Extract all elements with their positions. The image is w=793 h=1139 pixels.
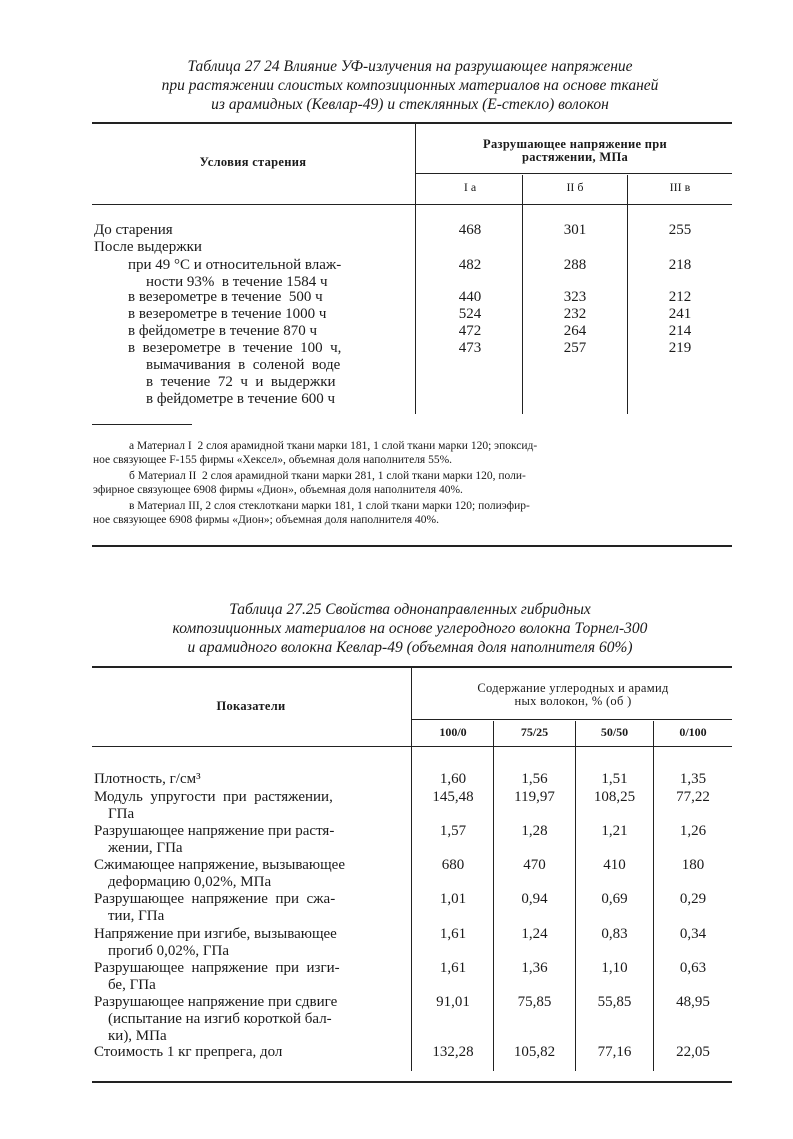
table2-cell: 1,57 <box>439 823 467 839</box>
table2-caption-line: композиционных материалов на основе углеродного волокна Торнел-300 <box>172 620 648 637</box>
table1-row-label: в фейдометре в течение 600 ч <box>146 391 336 407</box>
table2-col-group-line: ных волокон, % (об ) <box>514 694 632 708</box>
table2-cell: 132,28 <box>432 1044 474 1060</box>
table1-row-label: в фейдометре в течение 870 ч <box>128 323 318 339</box>
table2-cell: 77,16 <box>597 1044 632 1060</box>
table1-header-bottom-rule <box>92 204 732 205</box>
table2-row-label: (испытание на изгиб короткой бал- <box>108 1011 332 1027</box>
table2-row-label: ки), МПа <box>108 1028 167 1044</box>
table2-cell: 1,10 <box>601 960 628 976</box>
table1-subcol: III в <box>669 180 691 194</box>
table2-row-label: Разрушающее напряжение при сдвиге <box>94 994 338 1010</box>
table1-cell: 218 <box>668 257 692 273</box>
table2-row-label: Разрушающее напряжение при сжа- <box>94 891 336 907</box>
table1-cell: 468 <box>458 222 482 238</box>
table2-row-label: Плотность, г/см³ <box>94 771 201 787</box>
table1-cell: 212 <box>668 289 692 305</box>
table2-cell: 1,26 <box>679 823 707 839</box>
table2-subcol: 50/50 <box>600 725 629 739</box>
table1-row-label: вымачивания в соленой воде <box>146 357 341 373</box>
table2-row-label: Разрушающее напряжение при растя- <box>94 823 335 839</box>
table1-cell: 214 <box>668 323 692 339</box>
table1-subcol: I а <box>463 180 477 194</box>
table2-cell: 22,05 <box>676 1044 710 1060</box>
table1-footnote-line: ное связующее F-155 фирмы «Хексел», объемная доля наполнителя 55%. <box>93 454 453 466</box>
table2-cell: 0,83 <box>601 926 628 942</box>
table1-col-group-line: Разрушающее напряжение при <box>483 137 667 151</box>
table2-col-group-line: Содержание углеродных и арамид <box>477 681 669 695</box>
table2-row-label: бе, ГПа <box>108 977 156 993</box>
table1-footnote-line: ное связующее 6908 фирмы «Дион»; объемная доля наполнителя 40%. <box>93 514 439 526</box>
table2-cell: 119,97 <box>514 789 555 805</box>
table2-row-label: Разрушающее напряжение при изги- <box>94 960 340 976</box>
table2-subcol: 100/0 <box>439 725 467 739</box>
table2-cell: 1,36 <box>521 960 548 976</box>
table2-cell: 1,24 <box>521 926 548 942</box>
table1-cell: 323 <box>563 289 587 305</box>
table1-row-label: После выдержки <box>94 239 202 255</box>
table2-caption-line: и арамидного волокна Кевлар-49 (объемная доля наполнителя 60%) <box>187 639 633 656</box>
table1-cell: 241 <box>668 306 692 322</box>
table2-cell: 0,94 <box>521 891 548 907</box>
table1-cell: 264 <box>563 323 587 339</box>
table2-cell: 105,82 <box>513 1044 556 1060</box>
table2-cell: 75,85 <box>517 994 552 1010</box>
table1-col-group-line: растяжении, МПа <box>521 150 629 164</box>
table2-cell: 1,21 <box>601 823 628 839</box>
table1-row-label: в везерометре в течение 100 ч, <box>128 340 342 356</box>
table2-header-bottom-rule <box>92 746 732 747</box>
table1-row-label: при 49 °С и относительной влаж- <box>128 257 342 273</box>
table2-bottom-rule <box>92 1081 732 1083</box>
table2-row-label: деформацию 0,02%, МПа <box>108 874 272 890</box>
table2-subheader-rule <box>412 719 732 720</box>
table2-cell: 1,56 <box>521 771 548 787</box>
table2-cell: 470 <box>523 857 546 873</box>
table1-row-label: в везерометре в течение 1000 ч <box>128 306 327 322</box>
table1-caption-line: из арамидных (Кевлар-49) и стеклянных (Е-стекло) волокон <box>211 96 609 113</box>
table2-cell: 1,61 <box>439 960 467 976</box>
table2-cell: 77,22 <box>676 789 710 805</box>
table1-cell: 473 <box>458 340 482 356</box>
table2-cell: 55,85 <box>597 994 632 1010</box>
table2-row-label: тии, ГПа <box>108 908 165 924</box>
table1-top-rule <box>92 122 732 124</box>
table1-col-condition: Условия старения <box>199 155 307 169</box>
table1-cell: 482 <box>458 257 482 273</box>
table1-cell: 232 <box>563 306 587 322</box>
table2-subcol: 75/25 <box>520 725 549 739</box>
table2-row-label: ГПа <box>108 806 135 822</box>
table1-row-label: в течение 72 ч и выдержки <box>146 374 336 390</box>
table2-cell: 180 <box>681 857 705 873</box>
table1-cell: 257 <box>563 340 587 356</box>
table2-row-label: жении, ГПа <box>108 840 183 856</box>
table1-cell: 255 <box>668 222 692 238</box>
table2-row-label: Напряжение при изгибе, вызывающее <box>94 926 337 942</box>
table1-footnote-line: эфирное связующее 6908 фирмы «Дион», объемная доля наполнителя 40%. <box>93 484 463 496</box>
table1-cell: 301 <box>563 222 587 238</box>
table1-footnote-line: а Материал I 2 слоя арамидной ткани марки 181, 1 слой ткани марки 120; эпоксид- <box>129 440 538 452</box>
table1-footnote-line: б Материал II 2 слоя арамидной ткани марки 281, 1 слой ткани марки 120, поли- <box>129 470 526 482</box>
table2-cell: 1,01 <box>439 891 467 907</box>
table1-cell: 472 <box>458 323 482 339</box>
table2-cell: 0,63 <box>679 960 707 976</box>
table1-footnote-line: в Материал III, 2 слоя стеклоткани марки 181, 1 слой ткани марки 120; полиэфир- <box>129 500 530 512</box>
table2-row-label: Модуль упругости при растяжении, <box>94 789 333 805</box>
table1-row-label: в везерометре в течение 500 ч <box>128 289 323 305</box>
table1-caption-line: Таблица 27 24 Влияние УФ-излучения на разрушающее напряжение <box>187 58 633 75</box>
table2-cell: 1,51 <box>601 771 628 787</box>
table2-cell: 1,35 <box>679 771 707 787</box>
table1-bottom-rule <box>92 545 732 547</box>
table2-cell: 108,25 <box>593 789 636 805</box>
table1-footnote-rule <box>92 424 192 425</box>
table2-cell: 410 <box>603 857 626 873</box>
table2-cell: 145,48 <box>432 789 474 805</box>
table2-cell: 48,95 <box>676 994 710 1010</box>
table1-cell: 219 <box>668 340 692 356</box>
table1-row-label: До старения <box>94 222 173 238</box>
table2-subcol: 0/100 <box>679 725 707 739</box>
table1-subcol: II б <box>566 180 584 194</box>
table2-cell: 680 <box>441 857 465 873</box>
table2-top-rule <box>92 666 732 668</box>
table2-row-label: Сжимающее напряжение, вызывающее <box>94 857 345 873</box>
table1-cell: 440 <box>458 289 482 305</box>
table2-cell: 0,34 <box>679 926 707 942</box>
table1-cell: 288 <box>563 257 587 273</box>
table2-cell: 1,28 <box>521 823 548 839</box>
table1-row-label: ности 93% в течение 1584 ч <box>146 274 328 290</box>
table2-cell: 0,29 <box>679 891 707 907</box>
table2-col-indicator: Показатели <box>216 699 286 713</box>
table1-header-divider <box>415 122 416 414</box>
table2-caption-line: Таблица 27.25 Свойства однонаправленных гибридных <box>229 601 591 618</box>
table2-cell: 1,61 <box>439 926 467 942</box>
table1-caption-line: при растяжении слоистых композиционных материалов на основе тканей <box>161 77 659 94</box>
table1-cell: 524 <box>458 306 482 322</box>
table2-row-label: Стоимость 1 кг препрега, дол <box>94 1044 283 1060</box>
table1-subheader-rule <box>416 173 732 174</box>
table2-row-label: прогиб 0,02%, ГПа <box>108 943 229 959</box>
table2-header-divider <box>411 666 412 1071</box>
table2-cell: 0,69 <box>601 891 628 907</box>
table2-cell: 1,60 <box>439 771 467 787</box>
table2-cell: 91,01 <box>436 994 470 1010</box>
